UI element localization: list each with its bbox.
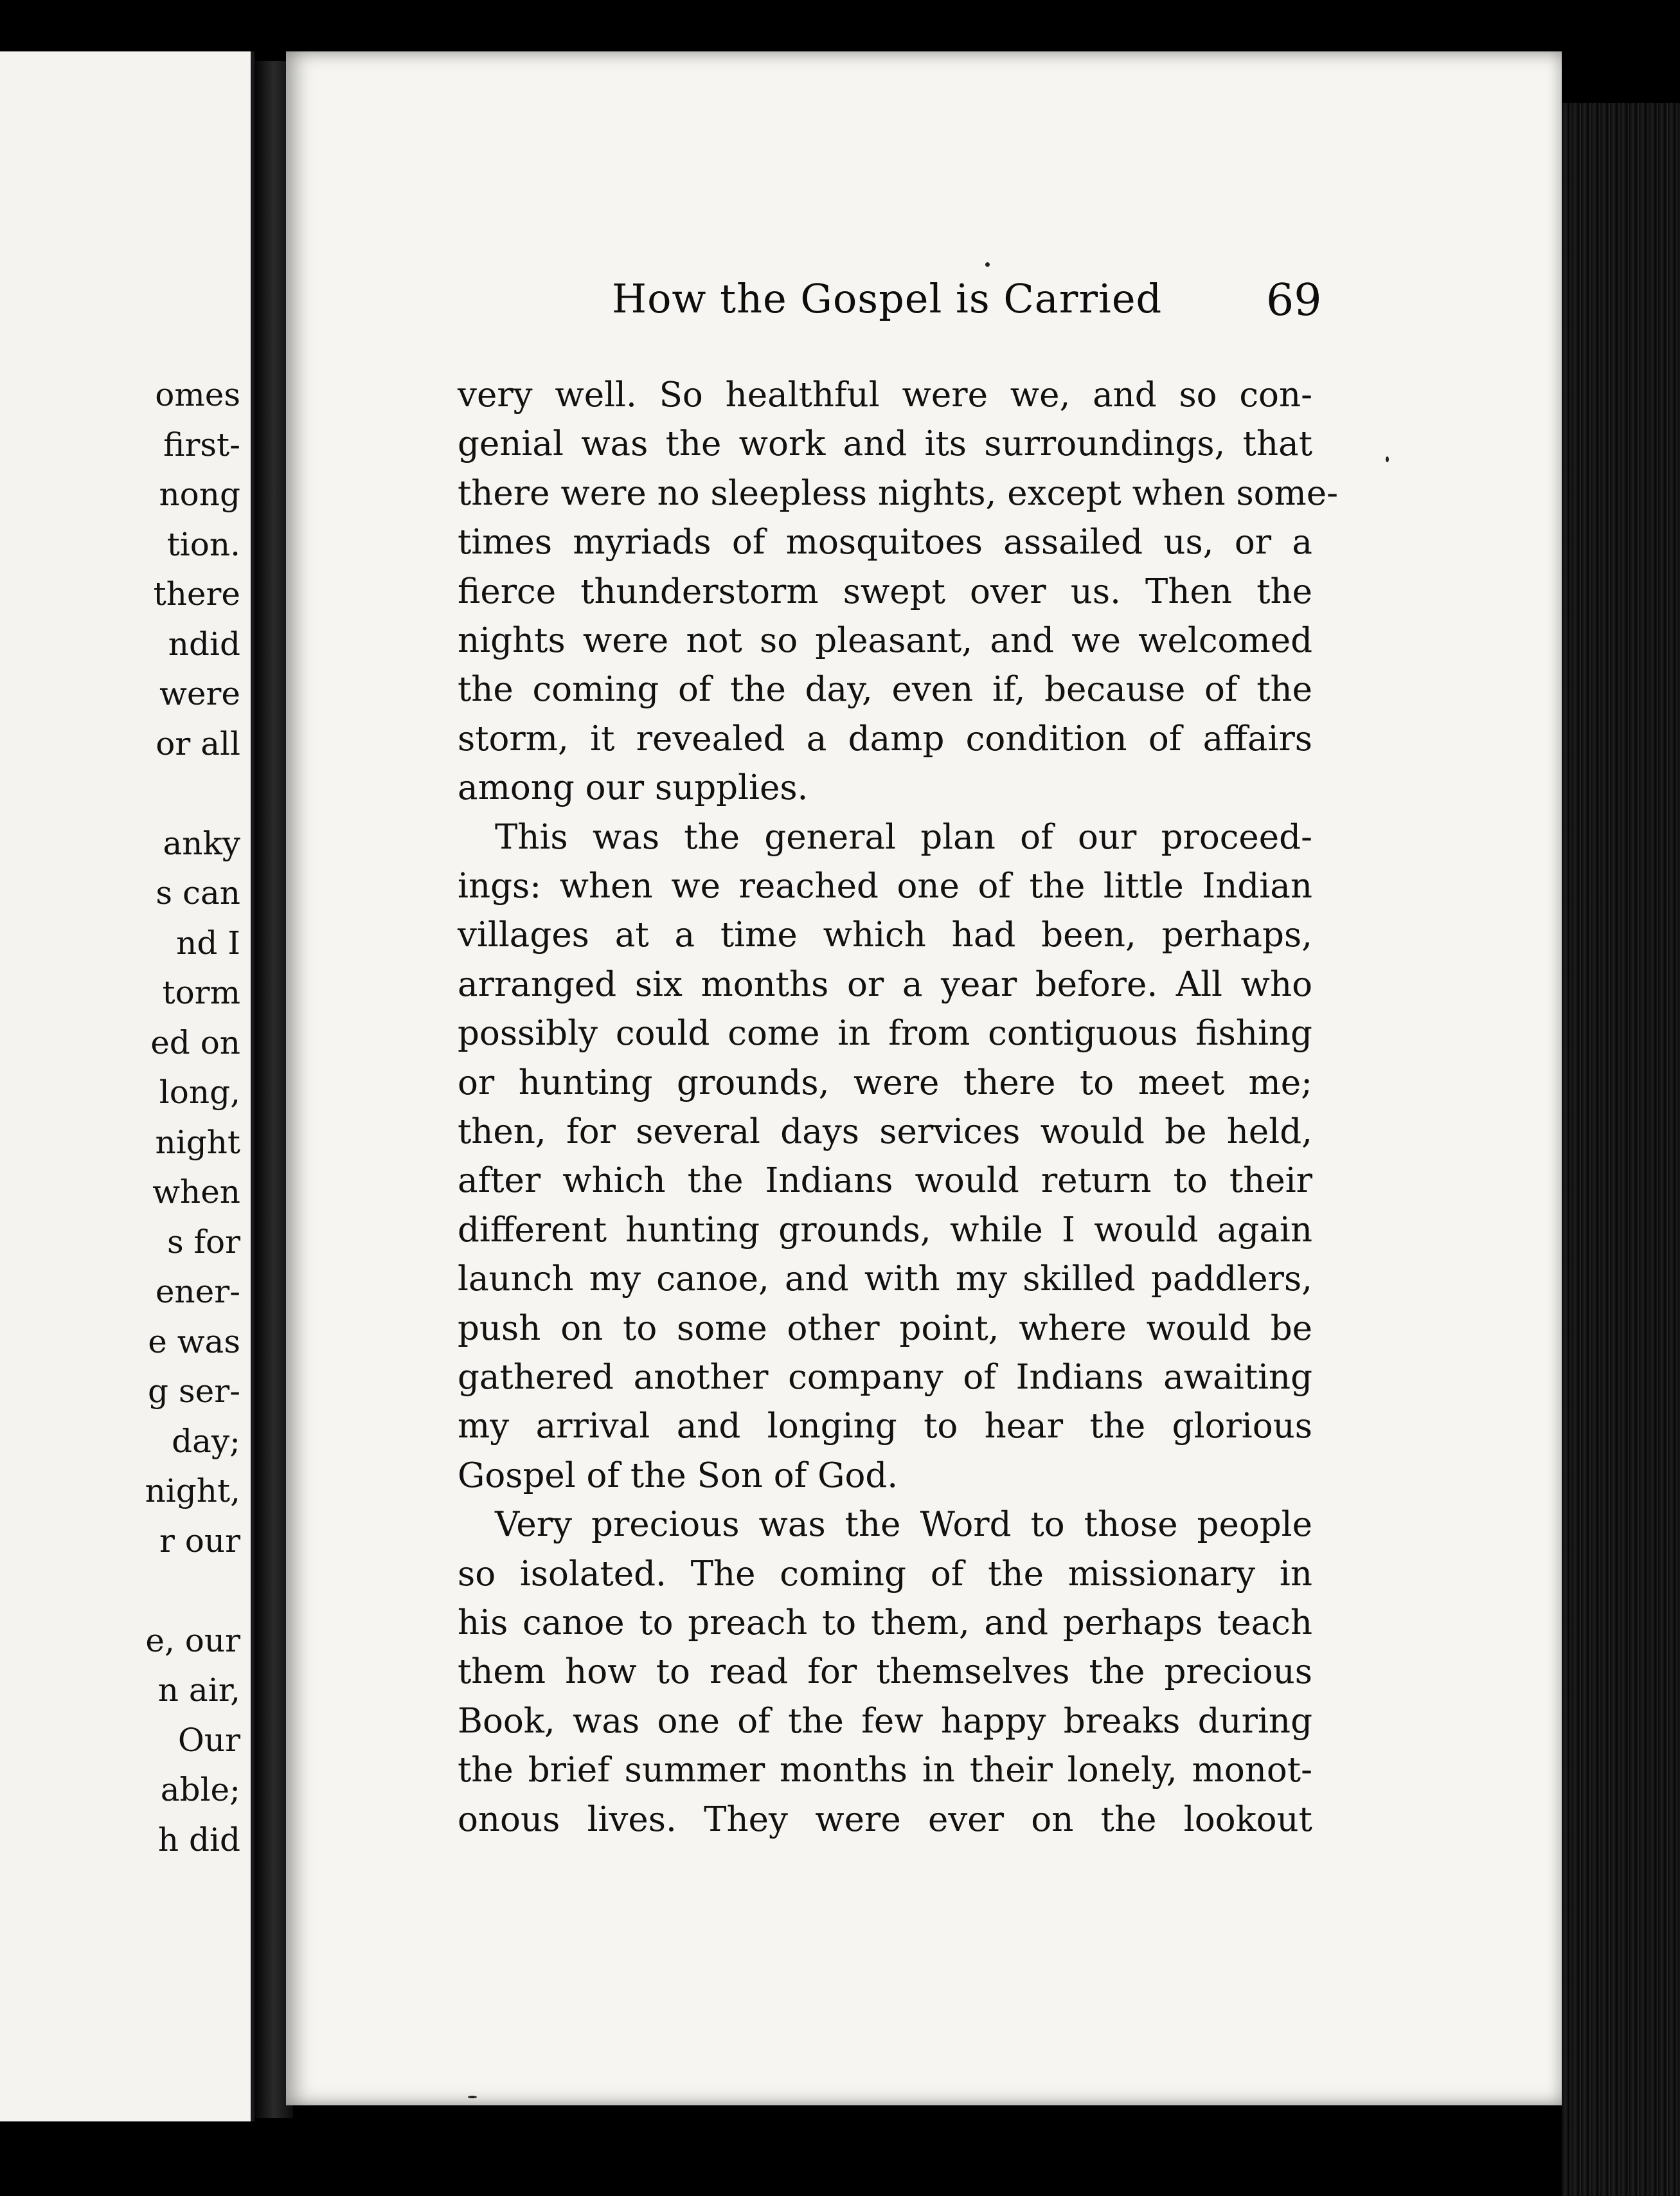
print-speck: [468, 2096, 477, 2098]
text-line: launch my canoe, and with my skilled paddlers,: [458, 1259, 1312, 1299]
text-line: Very precious was the Word to those people: [495, 1505, 1312, 1545]
text-line: after which the Indians would return to their: [458, 1161, 1312, 1201]
previous-page: [0, 51, 255, 2121]
running-title: How the Gospel is Carried: [612, 275, 1163, 322]
text-line: gathered another company of Indians awaiting: [458, 1358, 1312, 1397]
text-line: different hunting grounds, while I would again: [458, 1210, 1312, 1250]
text-line: the coming of the day, even if, because of the: [458, 670, 1312, 710]
text-line: them how to read for themselves the precious: [458, 1652, 1312, 1692]
text-line: his canoe to preach to them, and perhaps teach: [458, 1603, 1312, 1643]
previous-page-line: there: [153, 575, 240, 613]
text-line: villages at a time which had been, perhaps,: [458, 915, 1312, 955]
text-line: fierce thunderstorm swept over us. Then the: [458, 572, 1312, 611]
text-line: so isolated. The coming of the missionary in: [458, 1554, 1312, 1594]
previous-page-line: e, our: [145, 1621, 240, 1659]
text-line: genial was the work and its surroundings, that: [458, 424, 1312, 464]
page-number: 69: [1266, 275, 1322, 326]
text-line: my arrival and longing to hear the glorious: [458, 1407, 1312, 1446]
text-line: possibly could come in from contiguous fishing: [458, 1014, 1312, 1054]
text-line: very well. So healthful were we, and so con-: [458, 375, 1312, 415]
text-line: or hunting grounds, were there to meet me;: [458, 1063, 1312, 1102]
text-line: onous lives. They were ever on the lookout: [458, 1799, 1312, 1839]
text-line: nights were not so pleasant, and we welcomed: [458, 621, 1312, 660]
previous-page-line: when: [152, 1173, 240, 1210]
previous-page-line: g ser-: [148, 1372, 240, 1410]
previous-page-line: ener-: [155, 1273, 240, 1310]
previous-page-line: Our: [177, 1721, 240, 1759]
text-line: among our supplies.: [458, 768, 809, 808]
text-line: the brief summer months in their lonely, monot-: [458, 1751, 1312, 1790]
previous-page-line: night: [155, 1123, 240, 1161]
previous-page-line: s can: [156, 874, 240, 912]
text-line: times myriads of mosquitoes assailed us, or a: [458, 523, 1312, 562]
previous-page-line: omes: [155, 376, 240, 413]
previous-page-line: anky: [163, 824, 240, 862]
previous-page-line: e was: [148, 1322, 240, 1360]
print-speck: [985, 262, 990, 267]
previous-page-line: tion.: [166, 525, 240, 563]
previous-page-line: s for: [166, 1223, 240, 1261]
previous-page-line: r our: [159, 1522, 240, 1560]
previous-page-line: day;: [172, 1422, 240, 1460]
text-line: ings: when we reached one of the little Indian: [458, 867, 1312, 906]
previous-page-line: night,: [145, 1472, 240, 1509]
previous-page-line: long,: [159, 1074, 240, 1111]
text-line: arranged six months or a year before. All who: [458, 964, 1312, 1004]
previous-page-line: first-: [163, 426, 240, 464]
previous-page-line: ed on: [150, 1023, 240, 1061]
previous-page-line: h did: [157, 1821, 240, 1859]
text-line: This was the general plan of our proceed-: [495, 817, 1312, 857]
text-line: then, for several days services would be held,: [458, 1112, 1312, 1151]
previous-page-line: nd I: [176, 924, 240, 962]
text-line: storm, it revealed a damp condition of affairs: [458, 719, 1312, 759]
previous-page-line: nong: [159, 476, 240, 513]
previous-page-line: or all: [156, 724, 240, 762]
book-edge: [1562, 103, 1680, 2196]
previous-page-line: ndid: [168, 625, 240, 663]
text-line: push on to some other point, where would be: [458, 1308, 1312, 1348]
print-speck: [1386, 456, 1389, 462]
previous-page-line: torm: [162, 974, 240, 1011]
previous-page-line: able;: [160, 1771, 240, 1808]
previous-page-line: were: [159, 675, 240, 712]
text-line: Gospel of the Son of God.: [458, 1455, 898, 1495]
previous-page-line: n air,: [157, 1671, 240, 1709]
text-line: there were no sleepless nights, except when some-: [458, 473, 1339, 513]
text-line: Book, was one of the few happy breaks during: [458, 1701, 1312, 1741]
